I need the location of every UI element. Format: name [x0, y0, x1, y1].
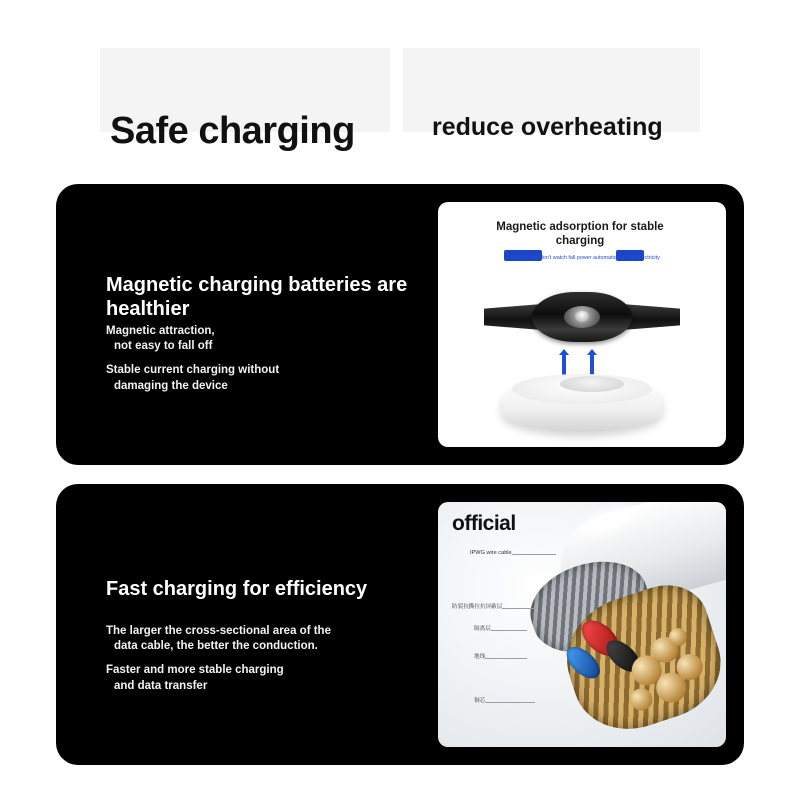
card-1-title: Magnetic charging batteries are healthier — [106, 274, 408, 320]
card-1-bullet-1-line1: Magnetic attraction, — [106, 325, 215, 337]
callout-wire-cable — [470, 550, 512, 557]
callout-isolation-text: 隔离层 — [474, 626, 491, 632]
page-subtitle: reduce overheating — [432, 113, 663, 141]
callout-shield — [452, 604, 502, 611]
card-2-text-block — [80, 484, 450, 765]
callout-lead-2 — [502, 608, 536, 609]
callout-shield-text: 防裂抗撕拉抗屏蔽层 — [452, 604, 503, 610]
callout-lead-1 — [512, 554, 556, 555]
callout-ground — [474, 654, 485, 661]
card-1-bullet-1 — [106, 324, 426, 354]
card-1-bullet-1-line2: not easy to fall off — [114, 340, 213, 353]
card-1-bullet-2-line2: damaging the device — [114, 379, 228, 392]
feature-card-fast-charging — [56, 484, 744, 765]
page-title: Safe charging — [110, 110, 355, 152]
charging-puck-inner — [560, 376, 624, 392]
product-image-cable-cross-section — [438, 502, 726, 747]
card-1-bullets — [106, 324, 426, 403]
card-2-bullet-1 — [106, 624, 426, 654]
watch-charging-contact — [575, 311, 589, 322]
card-2-bullet-1-line1: The larger the cross-sectional area of the — [106, 625, 331, 637]
feature-card-magnetic-charging — [56, 184, 744, 465]
panel-1-subtitle: Healthy say don't watch fall power automatically new electricity — [510, 255, 660, 261]
card-2-bullet-1-line2: data cable, the better the conduction. — [114, 640, 318, 653]
panel-2-title: official — [452, 512, 516, 535]
panel-1-title: Magnetic adsorption for stable charging — [496, 221, 664, 248]
card-2-bullets — [106, 624, 426, 703]
card-2-bullet-2-line2: and data transfer — [114, 679, 208, 692]
product-image-magnetic-charger — [438, 202, 726, 447]
charging-puck — [502, 380, 662, 432]
smartwatch-illustration — [484, 292, 680, 342]
charging-puck-top — [512, 374, 652, 404]
callout-wire-cable-text: IPWG wire cable — [470, 550, 512, 556]
card-1-bullet-2-line1: Stable current charging without — [106, 364, 280, 377]
callout-lead-4 — [485, 658, 527, 659]
card-1-text-block — [80, 184, 450, 465]
callout-lead-5 — [485, 702, 535, 703]
callout-copper-core — [474, 698, 485, 705]
callout-isolation — [474, 626, 491, 633]
card-2-title: Fast charging for efficiency — [106, 578, 368, 600]
card-1-bullet-2 — [106, 363, 426, 393]
callout-copper-core-text: 铜芯 — [474, 698, 486, 704]
callout-lead-3 — [491, 630, 527, 631]
watch-body — [532, 292, 632, 342]
callout-ground-text: 地线 — [474, 654, 486, 660]
card-2-bullet-2-line1: Faster and more stable charging — [106, 664, 284, 677]
header — [0, 48, 800, 152]
card-2-bullet-2 — [106, 663, 426, 693]
panel-2-callouts — [448, 502, 588, 747]
